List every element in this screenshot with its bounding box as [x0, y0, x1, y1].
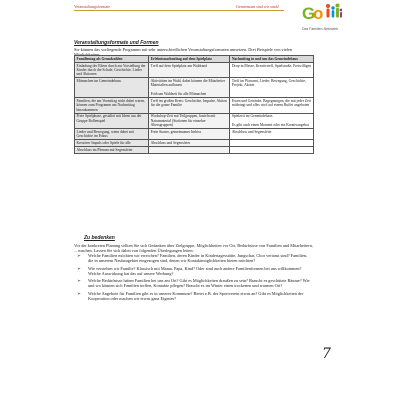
table-cell: Freie Starter, gemeinsamer Imbiss [149, 129, 230, 140]
table-cell: Abschluss im Plenum mit Segensfeier [75, 147, 149, 154]
question-list [74, 253, 310, 303]
question-item [74, 266, 310, 276]
table-header-row [75, 56, 314, 63]
table-header-cell: Erlebnisnachmittag auf dem Spielplatz [149, 56, 230, 63]
table-cell: Treff im großen Kreis: Geschichte, Impulse, Aktion für die ganze Familie [149, 98, 230, 113]
section-title-formats: Veranstaltungsformate und Formen [74, 40, 159, 46]
table-cell [230, 147, 314, 154]
table-cell: Mitmachen im Gemeindehaus [75, 78, 149, 98]
section-title-consider: Zu bedenken [84, 235, 115, 241]
table-row [75, 98, 314, 113]
table-cell: Kreativer Impuls oder Spiele für alle [75, 140, 149, 147]
svg-text:o: o [313, 4, 324, 23]
question-item [74, 278, 310, 288]
header-left: Veranstaltungsformate [74, 4, 110, 9]
table-cell: Einladung der Eltern durch zur Vorstellung der Kinder durch die Schule, Geschichte, Lieder und Aktionen [75, 62, 149, 77]
question-text: Wie verstehen wir Familie? Klassisch mit Mama, Papa, Kind? Oder sind auch andere Familienformen bei uns willkommen? Welche Auswirkung hat das auf unsere Werbung? [88, 265, 302, 276]
arrow-bullet-icon: ➢ [77, 278, 81, 284]
logo-tagline: Das Familien-Netzwerk [302, 27, 339, 31]
table-cell: Aktivitäten im Wald, dabei können die Mitarbeiter Materialien aufbauen Früh um Waldzeit für alle Mitmachen [149, 78, 230, 98]
table-cell: Lieder und Bewegung, wenn dabei mit Geschichte im Fokus [75, 129, 149, 140]
page-number: 7 [322, 346, 331, 362]
document-page [70, 0, 338, 400]
question-item [74, 253, 310, 263]
table-row [75, 62, 314, 77]
table-cell [149, 147, 230, 154]
table-header-cell: Familientag als Grundzahlen [75, 56, 149, 63]
arrow-bullet-icon: ➢ [77, 265, 81, 271]
table-row [75, 140, 314, 147]
question-item [74, 291, 310, 301]
table-row [75, 113, 314, 128]
table-cell: Freie Spielphase, gestaltet mit Ideen aus der Gruppe Rollenspiel [75, 113, 149, 128]
question-text: Welche Familien möchten wir erreichen? Familien, deren Kinder in Kindertagesstätte, Jungschar, Chor vertraut sind? Familien, die in unserem Neubaugebiet eingezogen sind, denen wir Kontaktmöglichkeiten bieten möchten? [88, 253, 308, 264]
header-middle: Gemeinsam sind wir stark! [236, 4, 280, 9]
table-cell [230, 140, 314, 147]
table-cell: Essen und Getränke, Begegnungen, die mit jeder Zeit mitbringt und alles wird auf einem Buffet angeboten [230, 98, 314, 113]
question-text: Welche Bedürfnisse haben Familien bei uns am Ort? Gibt es Möglichkeiten draußen zu sein? Braucht es geschützte Räume? Wie und wo können sich Familien treffen, Kontakte pflegen? Braucht es im Winter einen trockenen und warmen Ort? [88, 278, 310, 289]
table-cell: Treff im Pfarramt, Lieder, Bewegung, Geschichte, Projekt, Aktion [230, 78, 314, 98]
formats-table [74, 55, 314, 154]
table-row [75, 129, 314, 140]
table-row [75, 78, 314, 98]
consider-paragraph: Vor der konkreten Planung sollten Sie sich Gedanken über Zielgruppe, Möglichkeiten vor Ort, Bedürfnisse von Familien und Mitarbeitern, ... machen. Lassen Sie sich dabei von folgenden Überlegungen leiten: [74, 243, 313, 254]
arrow-bullet-icon: ➢ [77, 253, 81, 258]
table-cell: Abschluss und Segensfeier [149, 140, 230, 147]
question-text: Welche Angebote für Familien gibt es in unserer Kommune? Bietet z.B. der Sportverein etwas an? Gibt es Möglichkeiten der Kooperation oder machen wir etwas ganz Eigenes? [88, 290, 304, 301]
table-row [75, 147, 314, 154]
table-cell: Spielzeit im Gemeindehaus Es gibt auch einen Moment oder ein Kreativangebot [230, 113, 314, 128]
table-cell: Treff auf dem Spielplatz am Waldrand [149, 62, 230, 77]
header-rule [74, 10, 284, 11]
logo-icon [302, 2, 342, 28]
arrow-bullet-icon: ➢ [77, 290, 81, 296]
table-cell: Drop-in Messe, Kreativtreff, Spielstraße, Freiwilligen [230, 62, 314, 77]
svg-text:G: G [302, 4, 316, 23]
table-cell: Familien, die am Vormittag nicht dabei waren, können zum Programm am Nachmittag hinzukommen [75, 98, 149, 113]
table-cell: Workshop-Zeit mit Teilgruppen, basteln mit Naturmaterial (Stationen für einzelne Altersgruppen) [149, 113, 230, 128]
table-cell: Abschluss und Segensfeier [230, 129, 314, 140]
intro-paragraph: Sie können das vorliegende Programm mit sehr unterschiedlichen Veranstaltungsformaten umsetzen. Drei Beispiele von vielen [74, 47, 293, 52]
table-header-cell: Nachmittag in und um das Gemeindehaus [230, 56, 314, 63]
